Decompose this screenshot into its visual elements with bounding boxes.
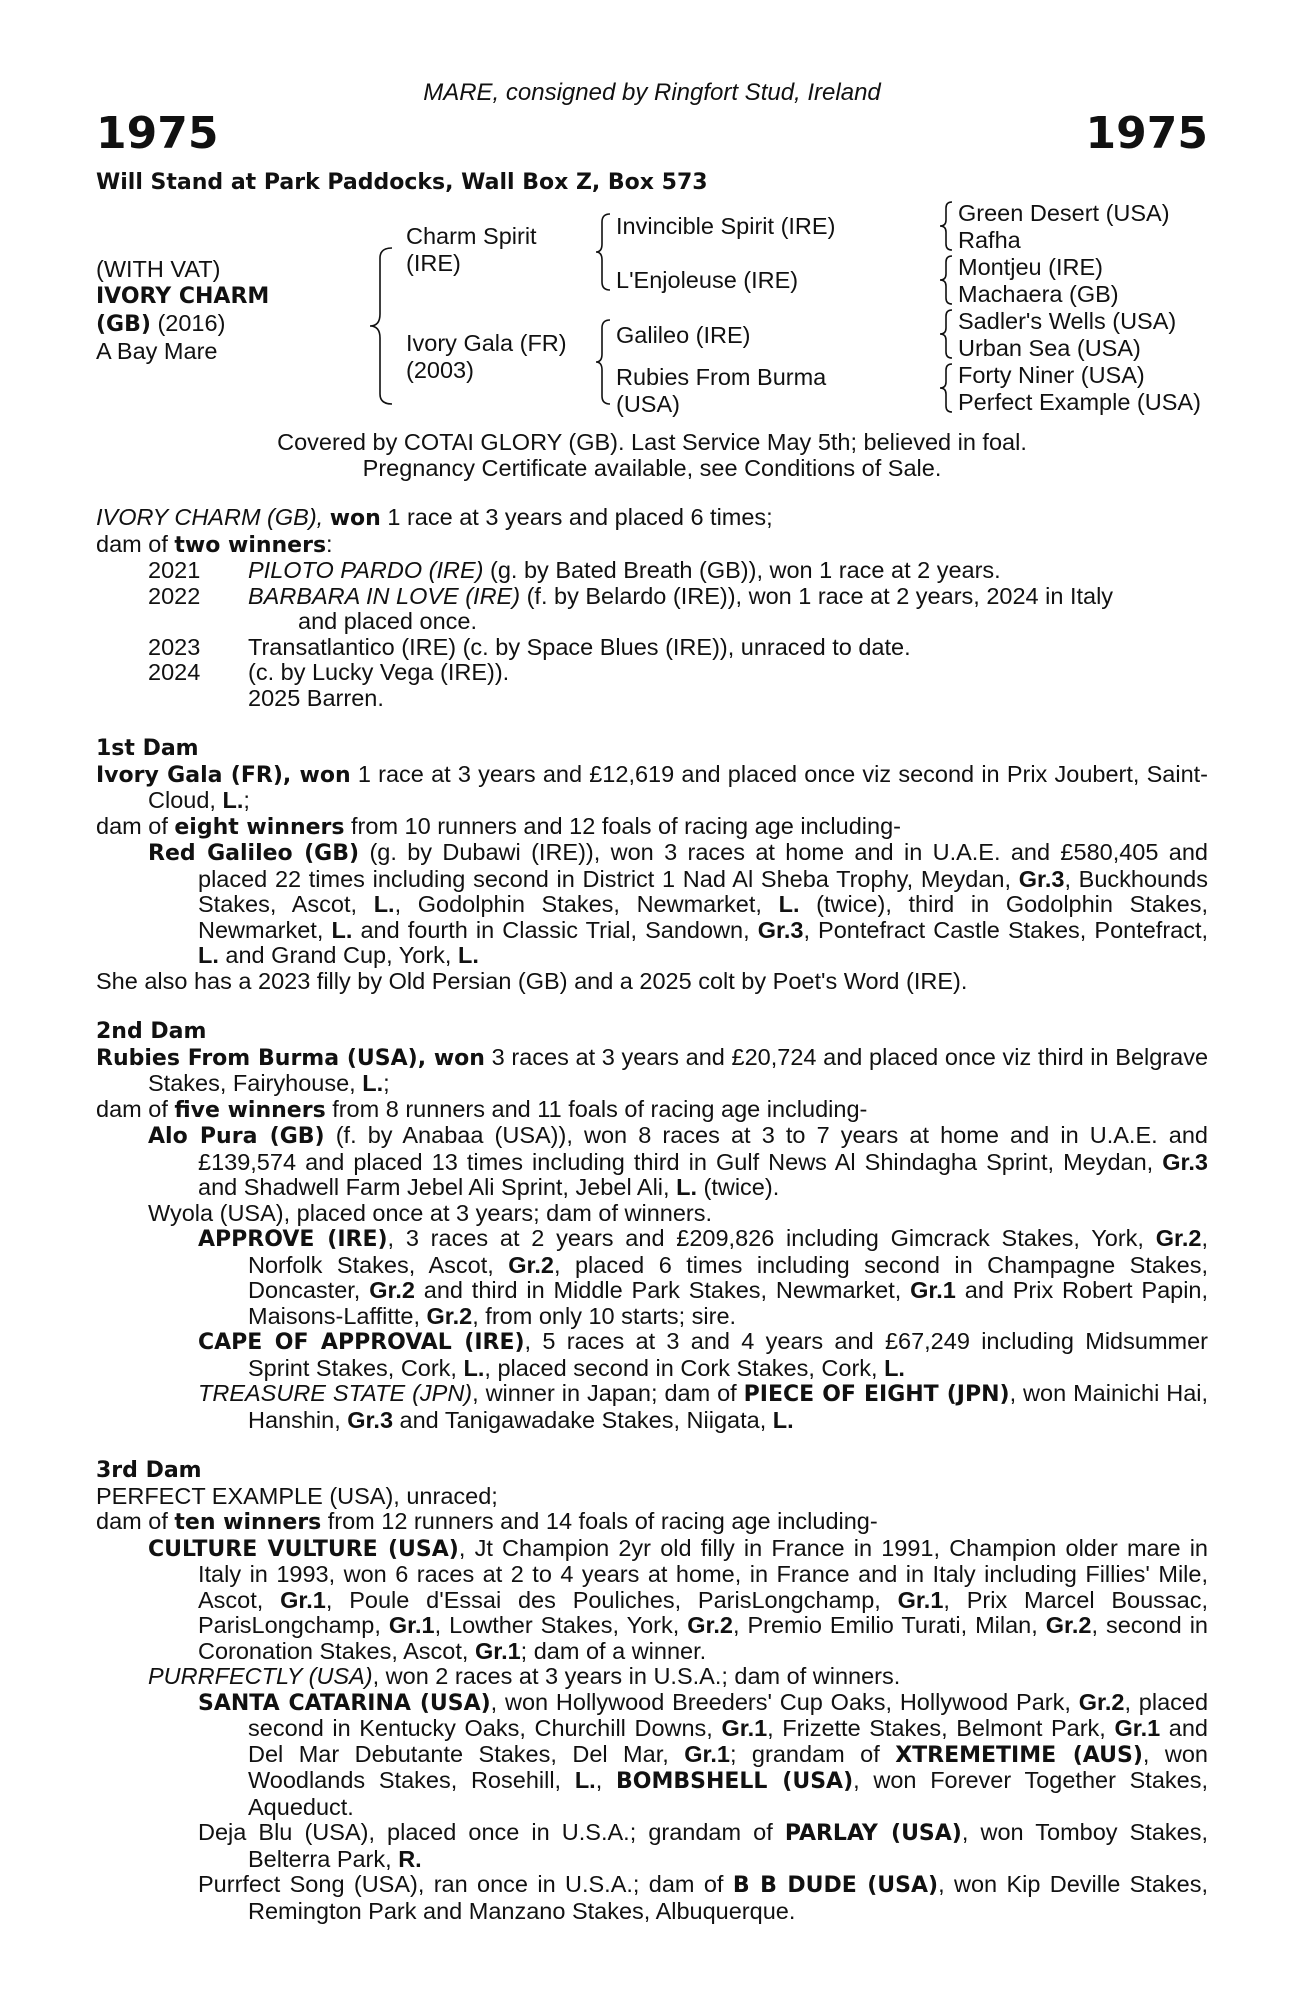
progeny-text: , Premio Emilio Turati, Milan,	[732, 1612, 1038, 1638]
produce-intro-name: IVORY CHARM (GB),	[96, 504, 324, 530]
produce-winners: two winners	[174, 532, 327, 558]
grade-marker: L.	[778, 891, 800, 917]
horse-year: (2016)	[157, 310, 226, 336]
progeny-text: and Del Mar Debutante Stakes, Del Mar,	[248, 1715, 1208, 1767]
progeny-text: and third in Middle Park Stakes, Newmarket,	[423, 1277, 902, 1303]
progeny-text: , Poule d'Essai des Pouliches, ParisLongchamp,	[325, 1586, 881, 1613]
pedigree-table	[96, 200, 1226, 415]
progeny-text: Deja Blu (USA), placed once in U.S.A.; grandam of	[198, 1819, 773, 1845]
lot-number-right: 1975	[1085, 108, 1208, 159]
stand-location: Will Stand at Park Paddocks, Wall Box Z, Box 573	[96, 170, 708, 195]
listed-marker: L.	[362, 1070, 384, 1096]
progeny-text: , winner in Japan; dam of	[472, 1380, 737, 1406]
progeny-text: (g. by Dubawi (IRE)), won 3 races at home and in U.A.E. and £580,405 and placed 22 times including second in District 1 Nad Al Sheba Trophy, Meydan,	[198, 839, 1208, 892]
progeny-text: , placed second in Kentucky Oaks, Churchill Downs,	[248, 1688, 1209, 1741]
progeny-treasure-state	[96, 1381, 1208, 1433]
dam-block	[406, 330, 567, 384]
produce-list	[96, 558, 1208, 711]
grade-marker: Gr.2	[426, 1302, 473, 1329]
third-dam-record: PERFECT EXAMPLE (USA), unraced;	[96, 1482, 498, 1509]
progeny-text: , won Kip Deville Stakes, Remington Park and Manzano Stakes, Albuquerque.	[248, 1871, 1209, 1924]
progeny-text: (twice).	[703, 1174, 780, 1200]
progeny-name: Alo Pura (GB)	[148, 1124, 325, 1149]
pregnancy-line: Pregnancy Certificate available, see Conditions of Sale.	[362, 454, 942, 481]
vat-note: (WITH VAT)	[96, 256, 221, 282]
covering-info	[96, 430, 1208, 481]
progeny-name: PURRFECTLY (USA)	[148, 1663, 373, 1689]
brace-sd	[938, 254, 956, 308]
progeny-approve	[96, 1226, 1208, 1329]
sire-dam: L'Enjoleuse (IRE)	[616, 267, 799, 293]
progeny-text: Purrfect Song (USA), ran once in U.S.A.; dam of	[198, 1871, 724, 1897]
progeny-name: Red Galileo (GB)	[148, 841, 360, 866]
second-dam-text: 3 races at 3 years and £20,724 and placed once viz third in Belgrave Stakes, Fairyhouse,	[148, 1043, 1209, 1096]
sire-sire-sire: Green Desert (USA)	[958, 200, 1170, 226]
progeny-black-type: PIECE OF EIGHT (JPN)	[743, 1382, 1010, 1407]
progeny-text: , Jt Champion 2yr old filly in France in 1991, Champion older mare in Italy in 1993, won 6 races at 2 to 4 years at home, in France and in Italy including Fillies' Mile, Ascot,	[198, 1534, 1209, 1613]
brace-dd	[938, 362, 956, 416]
progeny-name: TREASURE STATE (JPN)	[198, 1380, 473, 1406]
progeny-text: , from only 10 starts; sire.	[472, 1302, 737, 1329]
grade-marker: Gr.3	[347, 1406, 394, 1433]
first-dam-end: ;	[243, 787, 250, 813]
dam-name: Ivory Gala (FR)	[406, 330, 567, 356]
grade-marker: Gr.1	[684, 1740, 730, 1767]
covering-line: Covered by COTAI GLORY (GB). Last Service May 5th; believed in foal.	[277, 429, 1027, 455]
produce-barren: 2025 Barren.	[248, 684, 384, 711]
sire-block	[406, 223, 537, 277]
listed-marker: L.	[222, 787, 244, 813]
progeny-text: (twice), third in Godolphin Stakes, Newmarket,	[198, 891, 1208, 943]
sire-sire-dam: Rafha	[958, 227, 1021, 253]
produce-text: Transatlantico (IRE) (c. by Space Blues (IRE)), unraced to date.	[248, 633, 911, 660]
sire-dam-dam: Machaera (GB)	[958, 281, 1119, 307]
grade-marker: Gr.3	[757, 916, 804, 943]
grade-marker: Gr.1	[280, 1586, 326, 1613]
progeny-deja-blu	[96, 1820, 1208, 1872]
dam-of-rest: from 8 runners and 11 foals of racing age including-	[332, 1095, 868, 1122]
progeny-text: , won Forever Together Stakes, Aqueduct.	[248, 1767, 1209, 1820]
dam-sire-dam: Urban Sea (USA)	[958, 335, 1141, 361]
produce-text: (g. by Bated Breath (GB)), won 1 race at 2 years.	[490, 557, 1001, 583]
progeny-text: and Tanigawadake Stakes, Niigata,	[399, 1406, 767, 1433]
produce-dam-of-label: dam of	[96, 530, 168, 557]
progeny-text: , Buckhounds Stakes, Ascot,	[198, 865, 1209, 917]
dam-sire: Galileo (IRE)	[616, 322, 751, 348]
progeny-text: , 5 races at 3 and 4 years and £67,249 including Midsummer Sprint Stakes, Cork,	[248, 1328, 1208, 1381]
progeny-black-type: PARLAY (USA)	[784, 1821, 962, 1846]
first-dam-also: She also has a 2023 filly by Old Persian (GB) and a 2025 colt by Poet's Word (IRE).	[96, 967, 968, 994]
horse-name: IVORY CHARM	[96, 284, 270, 309]
lot-number-left: 1975	[96, 108, 219, 159]
grade-marker: R.	[398, 1845, 422, 1872]
grade-marker: Gr.1	[474, 1637, 521, 1664]
sire-name: Charm Spirit	[406, 223, 537, 249]
progeny-text: , Godolphin Stakes, Newmarket,	[394, 891, 762, 917]
grade-marker: Gr.2	[1045, 1612, 1092, 1638]
progeny-text: and Shadwell Farm Jebel Ali Sprint, Jebel Ali,	[198, 1174, 670, 1200]
dam-sire-sire: Sadler's Wells (USA)	[958, 308, 1177, 334]
third-dam-heading: 3rd Dam	[96, 1458, 202, 1483]
first-dam-text: 1 race at 3 years and £12,619 and placed once viz second in Prix Joubert, Saint-Cloud,	[148, 760, 1209, 813]
second-dam-dam-of	[96, 1097, 1208, 1124]
progeny-text: , won Tomboy Stakes, Belterra Park,	[248, 1819, 1209, 1872]
grade-marker: Gr.1	[910, 1277, 956, 1303]
progeny-black-type: XTREMETIME (AUS)	[895, 1742, 1143, 1768]
progeny-purrfect-song	[96, 1872, 1208, 1924]
grade-marker: L.	[457, 942, 479, 968]
progeny-name: CAPE OF APPROVAL (IRE)	[198, 1330, 525, 1355]
second-dam-heading: 2nd Dam	[96, 1019, 207, 1044]
first-dam-dam-of	[96, 814, 1208, 841]
produce-continuation: and placed once.	[298, 608, 478, 634]
progeny-text: , Norfolk Stakes, Ascot,	[248, 1225, 1208, 1278]
progeny-name: APPROVE (IRE)	[198, 1227, 388, 1252]
progeny-text: , Lowther Stakes, York,	[434, 1612, 680, 1638]
brace-main	[366, 246, 396, 406]
dam-of-rest: from 10 runners and 12 foals of racing age including-	[351, 812, 901, 839]
progeny-text: , won Woodlands Stakes, Rosehill,	[248, 1740, 1208, 1793]
horse-origin-year	[96, 310, 269, 338]
progeny-red-galileo	[96, 840, 1208, 969]
produce-name: PILOTO PARDO (IRE)	[248, 557, 484, 583]
dam-of-label: dam of	[96, 1508, 168, 1534]
brace-ss	[938, 200, 956, 254]
horse-origin: (GB)	[96, 312, 151, 337]
brace-ds	[938, 308, 956, 362]
progeny-black-type: B B DUDE (USA)	[732, 1873, 939, 1898]
produce-intro-won: won	[329, 506, 381, 531]
progeny-text: , 3 races at 2 years and £209,826 including Gimcrack Stakes, York,	[387, 1225, 1144, 1251]
grade-marker: Gr.3	[1162, 1148, 1208, 1175]
progeny-text: , Prix Marcel Boussac, ParisLongchamp,	[198, 1586, 1209, 1638]
progeny-text: , placed second in Cork Stakes, Cork,	[484, 1354, 878, 1381]
progeny-text: ,	[595, 1767, 603, 1793]
progeny-text: , Frizette Stakes, Belmont Park,	[767, 1715, 1106, 1741]
dam-of-label: dam of	[96, 812, 168, 839]
produce-dam-of-end: :	[326, 530, 333, 557]
grade-marker: Gr.1	[1114, 1715, 1161, 1741]
dam-dam-block	[616, 364, 826, 418]
progeny-culture-vulture	[96, 1536, 1208, 1665]
progeny-text: and Prix Robert Papin, Maisons-Laffitte,	[248, 1277, 1209, 1329]
produce-item	[248, 584, 1208, 610]
sire-origin: (IRE)	[406, 250, 461, 276]
produce-text: (f. by Belardo (IRE)), won 1 race at 2 years, 2024 in Italy	[526, 582, 1114, 609]
progeny-text: , won Hollywood Breeders' Cup Oaks, Hollywood Park,	[490, 1688, 1071, 1715]
brace-sire	[594, 212, 614, 292]
grade-marker: L.	[198, 942, 219, 968]
progeny-text: ; grandam of	[729, 1740, 880, 1767]
progeny-text: , won Mainichi Hai, Hanshin,	[248, 1380, 1209, 1433]
dam-of-label: dam of	[96, 1095, 168, 1122]
progeny-text: , placed 6 times including second in Champagne Stakes, Doncaster,	[248, 1251, 1209, 1303]
grade-marker: Gr.3	[1018, 865, 1065, 892]
produce-year: 2022	[148, 582, 201, 609]
produce-text: (c. by Lucky Vega (IRE)).	[248, 659, 510, 685]
progeny-name: SANTA CATARINA (USA)	[198, 1690, 491, 1716]
second-dam-end: ;	[383, 1070, 390, 1096]
grade-marker: Gr.1	[897, 1586, 944, 1613]
produce-dam-of	[96, 532, 1208, 559]
progeny-wyola: Wyola (USA), placed once at 3 years; dam of winners.	[148, 1199, 713, 1226]
progeny-text: (f. by Anabaa (USA)), won 8 races at 3 to 7 years at home and in U.A.E. and £139,574 and placed 13 times including third in Gulf News Al Shindagha Sprint, Meydan,	[198, 1122, 1208, 1175]
progeny-text: , Pontefract Castle Stakes, Pontefract,	[803, 916, 1209, 943]
grade-marker: Gr.2	[508, 1251, 554, 1278]
progeny-text: ; dam of a winner.	[520, 1637, 707, 1664]
fourth-generation	[958, 200, 1201, 416]
progeny-text: , second in Coronation Stakes, Ascot,	[198, 1612, 1208, 1664]
produce-year: 2021	[148, 557, 201, 583]
consignment-line: MARE, consigned by Ringfort Stud, Ireland	[423, 79, 881, 106]
progeny-cape-of-approval	[96, 1329, 1208, 1381]
grade-marker: L.	[373, 891, 395, 917]
grade-marker: L.	[772, 1406, 794, 1433]
dam-dam-origin: (USA)	[616, 391, 680, 417]
progeny-text: and fourth in Classic Trial, Sandown,	[360, 916, 750, 943]
produce-intro-rest: 1 race at 3 years and placed 6 times;	[387, 504, 773, 530]
progeny-alo-pura	[96, 1123, 1208, 1201]
grade-marker: L.	[884, 1354, 905, 1381]
grade-marker: Gr.1	[721, 1715, 768, 1741]
dam-year: (2003)	[406, 357, 474, 383]
catalogue-body	[96, 505, 1208, 1924]
brace-dam	[594, 318, 614, 408]
dam-of-rest: from 12 runners and 14 foals of racing age including-	[327, 1508, 878, 1534]
dam-dam-sire: Forty Niner (USA)	[958, 362, 1145, 388]
progeny-purrfectly	[96, 1664, 1208, 1690]
grade-marker: Gr.2	[1078, 1688, 1125, 1715]
winners-count: eight winners	[174, 814, 345, 840]
second-dam-record	[96, 1045, 1208, 1097]
sire-dam-sire: Montjeu (IRE)	[958, 254, 1103, 280]
grade-marker: Gr.2	[687, 1612, 733, 1638]
grade-marker: Gr.1	[388, 1612, 435, 1638]
progeny-black-type: BOMBSHELL (USA)	[615, 1769, 854, 1794]
horse-description: A Bay Mare	[96, 338, 218, 364]
second-dam-name: Rubies From Burma (USA), won	[96, 1045, 485, 1071]
first-dam-record	[96, 762, 1208, 814]
grade-marker: L.	[463, 1354, 485, 1381]
progeny-name: CULTURE VULTURE (USA)	[148, 1536, 459, 1562]
first-dam-name: Ivory Gala (FR), won	[96, 762, 351, 788]
dam-dam-name: Rubies From Burma	[616, 364, 827, 390]
produce-item	[248, 558, 1208, 584]
produce-name: BARBARA IN LOVE (IRE)	[248, 582, 521, 609]
first-dam-heading: 1st Dam	[96, 736, 199, 761]
grade-marker: L.	[331, 916, 353, 943]
progeny-santa-catarina	[96, 1690, 1208, 1821]
grade-marker: Gr.2	[1155, 1225, 1202, 1251]
third-dam-dam-of	[96, 1509, 1208, 1536]
dam-dam-dam: Perfect Example (USA)	[958, 389, 1201, 415]
grade-marker: L.	[676, 1174, 697, 1200]
produce-intro	[96, 505, 1208, 532]
progeny-text: , won 2 races at 3 years in U.S.A.; dam of winners.	[372, 1663, 901, 1689]
grade-marker: L.	[574, 1767, 596, 1793]
sire-sire: Invincible Spirit (IRE)	[616, 213, 836, 239]
progeny-text: and Grand Cup, York,	[225, 942, 452, 968]
grade-marker: Gr.2	[369, 1277, 415, 1303]
produce-year: 2024	[148, 659, 201, 685]
horse-block	[96, 256, 269, 365]
winners-count: ten winners	[174, 1510, 322, 1535]
produce-year: 2023	[148, 633, 201, 660]
winners-count: five winners	[174, 1097, 326, 1123]
